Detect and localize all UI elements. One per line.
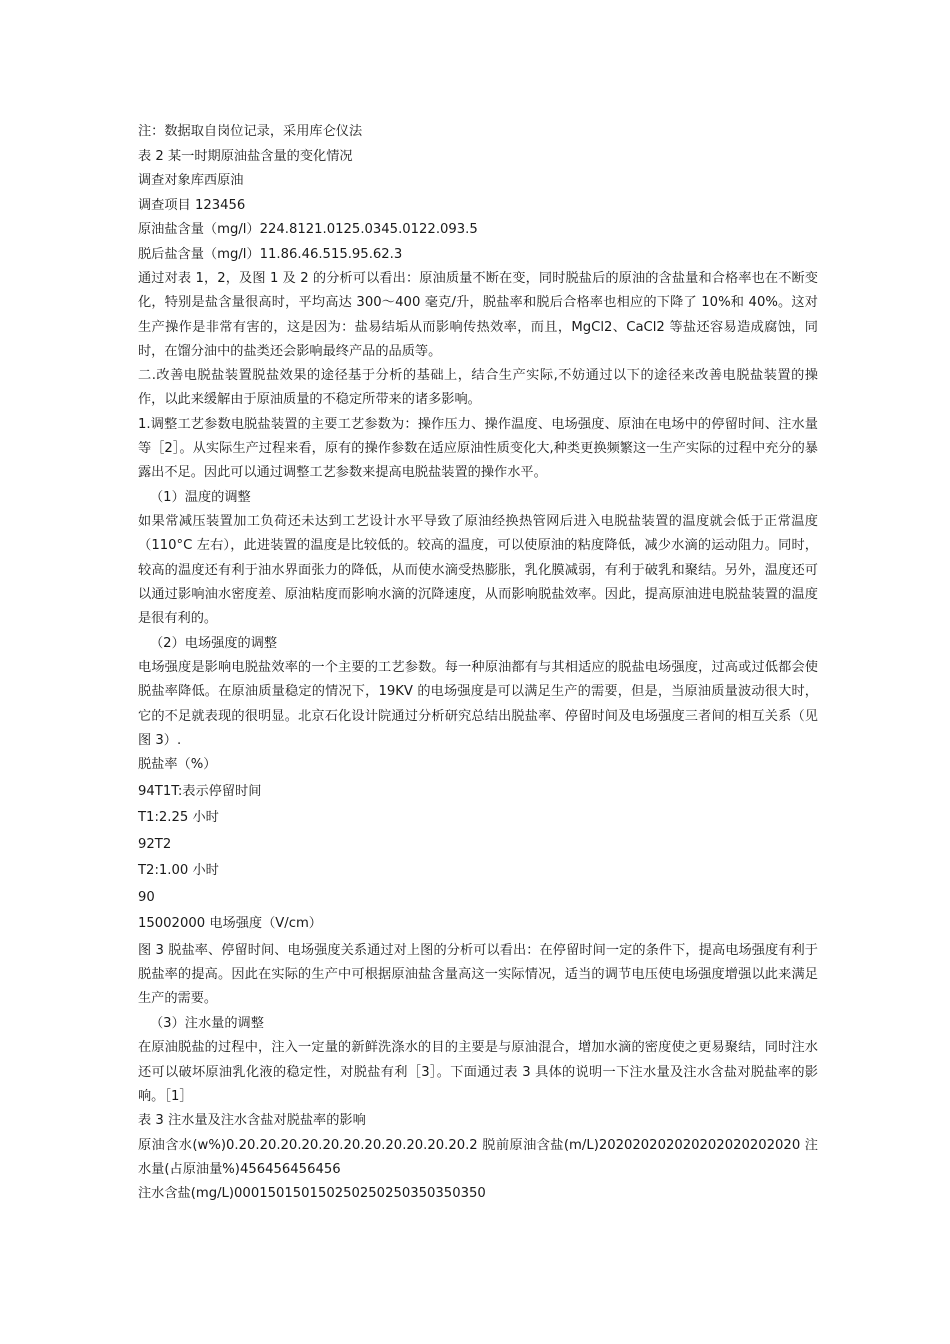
note-line: 注：数据取自岗位记录，采用库仑仪法 (138, 124, 363, 139)
crude-salt-line: 原油盐含量（mg/l）224.8121.0125.0345.0122.093.5 (138, 222, 478, 237)
temperature-paragraph: 如果常减压装置加工负荷还未达到工艺设计水平导致了原油经换热管网后进入电脱盐装置的温度就会低于正常温度（110°C 左右），此进装置的温度是比较低的。较高的温度，可以使原油的粘度降低，减少水滴的运动阻力。同时，较高的温度还有利于油水界面张力的降低，从而使水滴受热膨胀，乳化膜减弱，有利于破乳和聚结。另外，温度还可以通过影响油水密度差、原油粘度而影响水滴的沉降速度，从而影响脱盐效率。因此，提高原油进电脱盐装置的温度是很有利的。 (138, 514, 818, 627)
water-injection-heading: （3）注水量的调整 (150, 1015, 264, 1031)
figure-line-3: 92T2 (138, 836, 172, 852)
adjust-params-paragraph: 1.调整工艺参数电脱盐装置的主要工艺参数为：操作压力、操作温度、电场强度、原油在电场中的停留时间、注水量等［2］。从实际生产过程来看，原有的操作参数在适应原油性质变化大,种类更换频繁这一生产实际的过程中充分的暴露出不足。因此可以通过调整工艺参数来提高电脱盐装置的操作水平。 (138, 416, 818, 481)
desalted-salt-line: 脱后盐含量（mg/l）11.86.46.515.95.62.3 (138, 246, 403, 262)
field-strength-heading: （2）电场强度的调整 (150, 635, 278, 651)
figure-line-4: T2:1.00 小时 (138, 863, 219, 879)
figure-line-1: 94T1T:表示停留时间 (138, 783, 262, 799)
table3-title: 表 3 注水量及注水含盐对脱盐率的影响 (138, 1113, 366, 1129)
survey-items-line: 调查项目 123456 (138, 197, 246, 213)
section2-paragraph: 二.改善电脱盐装置脱盐效果的途径基于分析的基础上，结合生产实际,不妨通过以下的途径来改善电脱盐装置的操作，以此来缓解由于原油质量的不稳定所带来的诸多影响。 (138, 368, 818, 408)
figure-line-2: T1:2.25 小时 (138, 810, 219, 826)
figure3-paragraph: 图 3 脱盐率、停留时间、电场强度关系通过对上图的分析可以看出：在停留时间一定的条件下，提高电场强度有利于脱盐率的提高。因此在实际的生产中可根据原油盐含量高这一实际情况，适当的调节电压使电场强度增强以此来满足生产的需要。 (138, 942, 818, 1007)
survey-object-line: 调查对象库西原油 (138, 173, 244, 188)
water-injection-paragraph: 在原油脱盐的过程中，注入一定量的新鲜洗涤水的目的主要是与原油混合，增加水滴的密度使之更易聚结，同时注水还可以破坏原油乳化液的稳定性，对脱盐有利［3］。下面通过表 3 具体的说明一下注水量及注水含盐对脱盐率的影响。［1］ (138, 1040, 818, 1104)
table2-title: 表 2 某一时期原油盐含量的变化情况 (138, 148, 353, 164)
figure-ylabel: 脱盐率（%） (138, 757, 217, 773)
temperature-heading: （1）温度的调整 (150, 489, 251, 505)
document-page (138, 120, 818, 1207)
figure-line-5: 90 (138, 889, 155, 905)
field-strength-paragraph: 电场强度是影响电脱盐效率的一个主要的工艺参数。每一种原油都有与其相适应的脱盐电场强度，过高或过低都会使脱盐率降低。在原油质量稳定的情况下，19KV 的电场强度是可以满足生产的需要，但是，当原油质量波动很大时，它的不足就表现的很明显。北京石化设计院通过分析研究总结出脱盐率、停留时间及电场强度三者间的相互关系（见图 3）. (138, 660, 818, 749)
analysis-paragraph: 通过对表 1，2，及图 1 及 2 的分析可以看出：原油质量不断在变，同时脱盐后的原油的含盐量和合格率也在不断变化，特别是盐含量很高时，平均高达 300～400 毫克/升，脱盐率和脱后合格率也相应的下降了 10%和 40%。这对生产操作是非常有害的，这是因为：盐易结垢从而影响传热效率，而且，MgCl2、CaCl2 等盐还容易造成腐蚀，同时，在馏分油中的盐类还会影响最终产品的品质等。 (138, 271, 818, 359)
table3-row-2: 注水含盐(mg/L)000150150150250250250350350350 (138, 1186, 486, 1202)
table3-row-1: 原油含水(w%)0.20.20.20.20.20.20.20.20.20.20.20.2 脱前原油含盐(m/L)202020202020202020202020 注水量(占原油量%)456456456456 (138, 1137, 818, 1177)
figure-xlabel: 15002000 电场强度（V/cm） (138, 916, 322, 932)
